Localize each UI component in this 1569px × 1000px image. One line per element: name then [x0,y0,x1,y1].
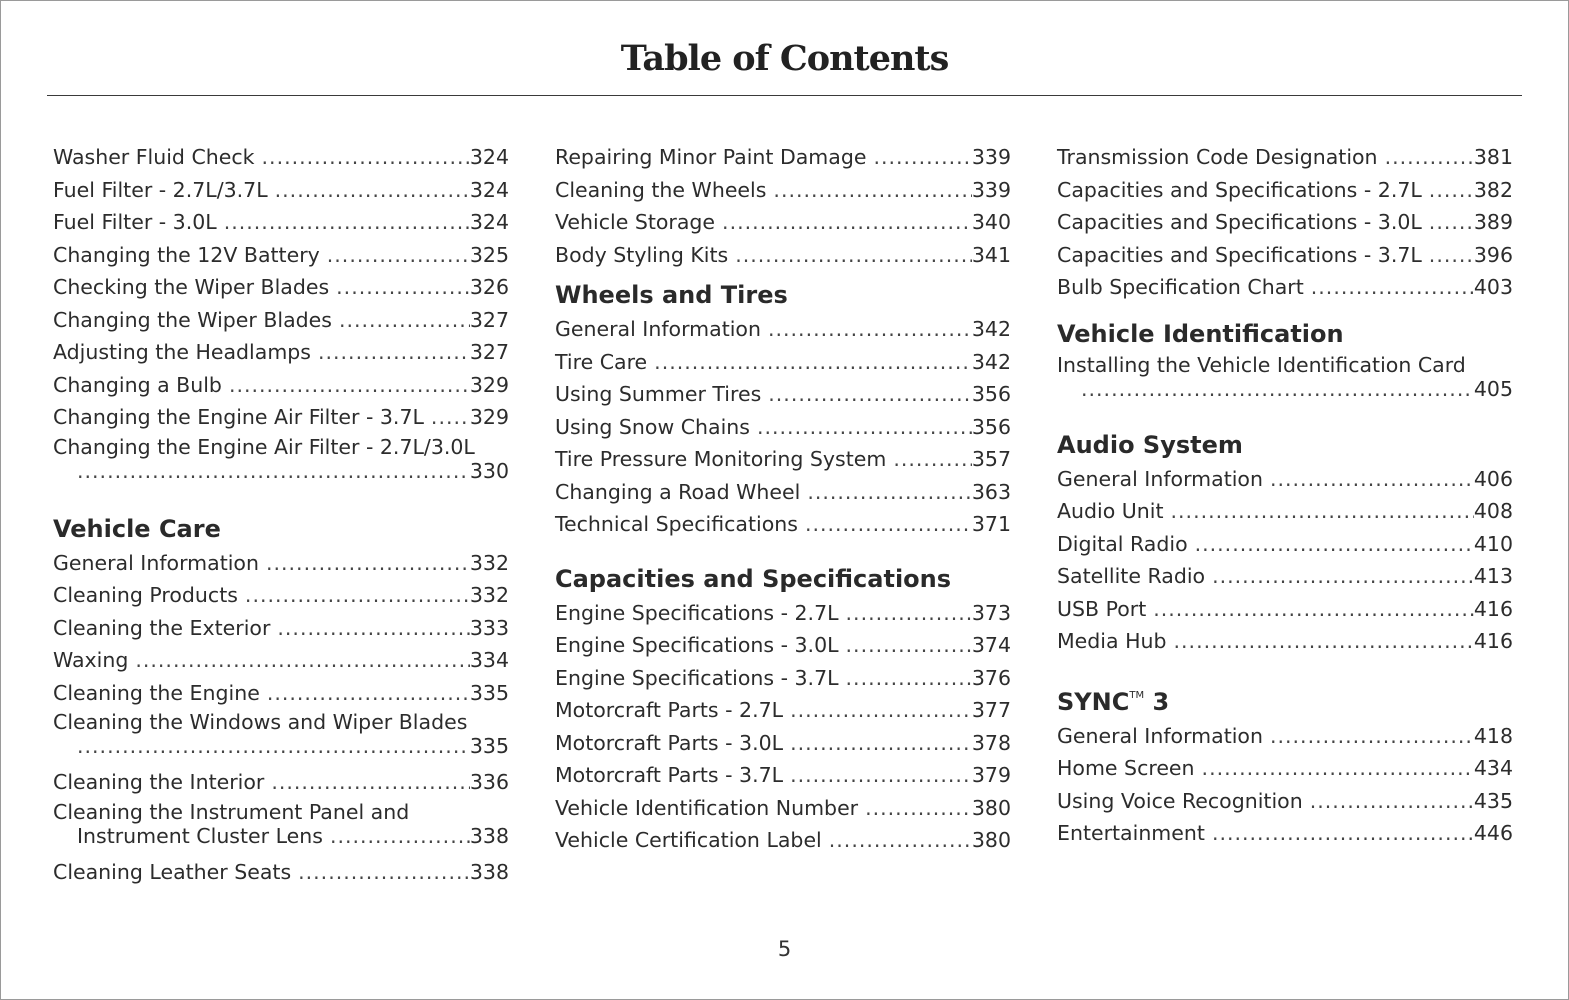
toc-column-2 [555,141,1011,857]
section-heading-sync-3: SYNC™ 3 [1057,687,1170,716]
toc-entry[interactable]: Using Snow Chains ..... 356 [555,411,1011,444]
page-number: 5 [777,937,792,961]
toc-entry[interactable]: Using Summer Tires ..... 356 [555,378,1011,411]
toc-column-3 [1057,141,1513,850]
toc-entry[interactable]: Bulb Specification Chart ..... 403 [1057,271,1513,304]
toc-entry[interactable]: Changing the Wiper Blades ..... 327 [53,304,509,337]
toc-entry[interactable]: Home Screen ..... 434 [1057,752,1513,785]
toc-entry[interactable]: General Information ..... 418 [1057,720,1513,753]
toc-entry[interactable]: Cleaning the Exterior ..... 333 [53,612,509,645]
toc-entry[interactable]: Changing a Road Wheel ..... 363 [555,476,1011,509]
toc-entry[interactable]: General Information ..... 332 [53,547,509,580]
toc-entry[interactable]: Motorcraft Parts - 3.7L ..... 379 [555,759,1011,792]
section-heading-wheels-and-tires: Wheels and Tires [555,281,788,309]
toc-entry[interactable]: Cleaning the Wheels ..... 339 [555,174,1011,207]
page-title: Table of Contents [620,38,949,79]
toc-column-1 [53,141,509,888]
toc-entry[interactable]: Repairing Minor Paint Damage ..... 339 [555,141,1011,174]
toc-entry[interactable]: General Information ..... 342 [555,313,1011,346]
toc-entry[interactable]: Satellite Radio ..... 413 [1057,560,1513,593]
toc-entry[interactable]: Capacities and Specifications - 2.7L ..... 382 [1057,174,1513,207]
toc-entry[interactable]: Fuel Filter - 2.7L/3.7L ..... 324 [53,174,509,207]
toc-entry[interactable]: Adjusting the Headlamps ..... 327 [53,336,509,369]
toc-entry[interactable]: Cleaning the Instrument Panel and Instrument Cluster Lens ..... 338 [53,799,509,856]
toc-entry[interactable]: Capacities and Specifications - 3.7L ..... 396 [1057,239,1513,272]
toc-entry[interactable]: Entertainment ..... 446 [1057,817,1513,850]
toc-entry[interactable]: Vehicle Certification Label ..... 380 [555,824,1011,857]
toc-entry[interactable]: Cleaning the Interior ..... 336 [53,766,509,799]
toc-entry[interactable]: Cleaning the Windows and Wiper Blades ..... 335 [53,709,509,766]
toc-entry[interactable]: USB Port ..... 416 [1057,593,1513,626]
toc-entry[interactable]: Installing the Vehicle Identification Card ..... 405 [1057,352,1513,409]
title-divider [47,95,1522,96]
toc-entry[interactable]: Capacities and Specifications - 3.0L ..... 389 [1057,206,1513,239]
toc-entry[interactable]: Using Voice Recognition ..... 435 [1057,785,1513,818]
toc-entry[interactable]: Cleaning Leather Seats ..... 338 [53,856,509,889]
toc-entry[interactable]: Checking the Wiper Blades ..... 326 [53,271,509,304]
toc-entry[interactable]: Engine Specifications - 3.7L ..... 376 [555,662,1011,695]
toc-entry[interactable]: Technical Specifications ..... 371 [555,508,1011,541]
toc-entry[interactable]: Cleaning Products ..... 332 [53,579,509,612]
toc-entry[interactable]: Transmission Code Designation ..... 381 [1057,141,1513,174]
toc-entry[interactable]: Body Styling Kits ..... 341 [555,239,1011,272]
trademark-mark: TM [1129,689,1145,701]
toc-entry[interactable]: Waxing ..... 334 [53,644,509,677]
section-heading-vehicle-care: Vehicle Care [53,514,221,543]
toc-entry[interactable]: Tire Pressure Monitoring System ..... 357 [555,443,1011,476]
section-heading-capacities-and-specifications: Capacities and Specifications [555,564,952,593]
toc-entry[interactable]: Digital Radio ..... 410 [1057,528,1513,561]
toc-entry[interactable]: Engine Specifications - 3.0L ..... 374 [555,629,1011,662]
toc-entry[interactable]: Tire Care ..... 342 [555,346,1011,379]
toc-entry[interactable]: Vehicle Identification Number ..... 380 [555,792,1011,825]
toc-entry[interactable]: Cleaning the Engine ..... 335 [53,677,509,710]
toc-entry[interactable]: Changing a Bulb ..... 329 [53,369,509,402]
toc-entry[interactable]: General Information ..... 406 [1057,463,1513,496]
toc-entry[interactable]: Changing the Engine Air Filter - 2.7L/3.0L ..... 330 [53,434,509,491]
section-heading-vehicle-identification: Vehicle Identification [1057,319,1344,348]
section-heading-audio-system: Audio System [1057,430,1243,459]
toc-entry[interactable]: Motorcraft Parts - 3.0L ..... 378 [555,727,1011,760]
toc-entry[interactable]: Engine Specifications - 2.7L ..... 373 [555,597,1011,630]
toc-entry[interactable]: Changing the 12V Battery ..... 325 [53,239,509,272]
toc-entry[interactable]: Audio Unit ..... 408 [1057,495,1513,528]
toc-entry[interactable]: Fuel Filter - 3.0L ..... 324 [53,206,509,239]
toc-entry[interactable]: Changing the Engine Air Filter - 3.7L ..... 329 [53,401,509,434]
toc-entry[interactable]: Vehicle Storage ..... 340 [555,206,1011,239]
toc-entry[interactable]: Motorcraft Parts - 2.7L ..... 377 [555,694,1011,727]
toc-entry[interactable]: Washer Fluid Check ..... 324 [53,141,509,174]
toc-entry[interactable]: Media Hub ..... 416 [1057,625,1513,658]
